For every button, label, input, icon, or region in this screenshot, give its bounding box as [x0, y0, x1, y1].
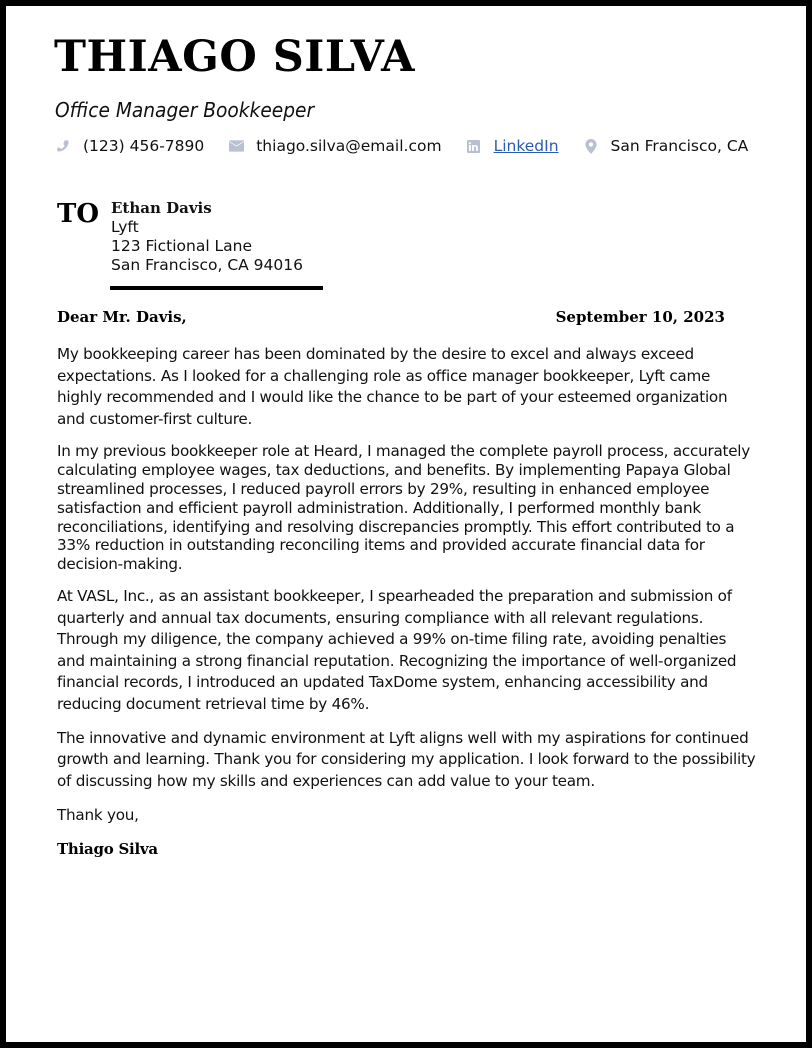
location-pin-icon: [583, 138, 599, 154]
recipient-name: Ethan Davis: [111, 199, 212, 217]
location-text: San Francisco, CA: [610, 137, 749, 155]
job-title: Office Manager Bookkeeper: [55, 98, 315, 122]
paragraph-experience-vasl: At VASL, Inc., as an assistant bookkeeper, I spearheaded the preparation and submission of quarterly and annual tax documents, ensuring compliance with all relevant regulations. Through my diligence, the company achieved a 99% on-time filing rate, avoiding penalties and maintaining a strong financial reputation. Recognizing the importance of well-organized financial records, I introduced an updated TaxDome system, enhancing accessibility and reducing document retrieval time by 46%.: [57, 586, 737, 713]
salutation-row: [57, 308, 725, 326]
letter-page: [6, 6, 806, 1042]
linkedin-link[interactable]: LinkedIn: [493, 137, 559, 155]
linkedin-icon: [466, 138, 482, 154]
closing-phrase: Thank you,: [57, 806, 139, 825]
salutation: Dear Mr. Davis,: [57, 308, 187, 326]
contact-email: [228, 137, 441, 155]
contact-phone: [55, 137, 204, 155]
paragraph-closing: The innovative and dynamic environment at Lyft aligns well with my aspirations for continued growth and learning. Thank you for considering my application. I look forward to the possibility of discussing how my skills and experiences can add value to your team.: [57, 728, 756, 790]
letter-date: September 10, 2023: [555, 308, 725, 326]
contact-location: [583, 137, 749, 155]
email-address[interactable]: thiago.silva@email.com: [256, 137, 442, 155]
signature: Thiago Silva: [57, 840, 158, 859]
recipient-company: Lyft: [111, 218, 139, 236]
applicant-name: THIAGO SILVA: [54, 32, 415, 82]
contact-linkedin: [466, 137, 559, 155]
letter-body: [57, 344, 757, 858]
phone-icon: [55, 138, 71, 154]
paragraph-experience-heard: In my previous bookkeeper role at Heard, I managed the complete payroll process, accurately calculating employee wages, tax deductions, and benefits. By implementing Papaya Global streamlined processes, I reduced payroll errors by 29%, resulting in enhanced employee satisfaction and efficient payroll administration. Additionally, I performed monthly bank reconciliations, identifying and resolving discrepancies promptly. This effort contributed to a 33% reduction in outstanding reconciling items and provided accurate financial data for decision-making.: [57, 442, 751, 574]
envelope-icon: [228, 138, 244, 154]
phone-number: (123) 456-7890: [83, 137, 205, 155]
recipient-street: 123 Fictional Lane: [111, 237, 253, 255]
recipient-address: [111, 199, 303, 275]
paragraph-intro: My bookkeeping career has been dominated by the desire to excel and always exceed expectations. As I looked for a challenging role as office manager bookkeeper, Lyft came highly recommended and I would like the chance to be part of your esteemed organization and customer-first culture.: [57, 345, 728, 428]
to-label: TO: [57, 199, 99, 229]
recipient-city: San Francisco, CA 94016: [111, 256, 303, 274]
contact-row: [55, 137, 772, 155]
recipient-divider: [110, 286, 323, 290]
